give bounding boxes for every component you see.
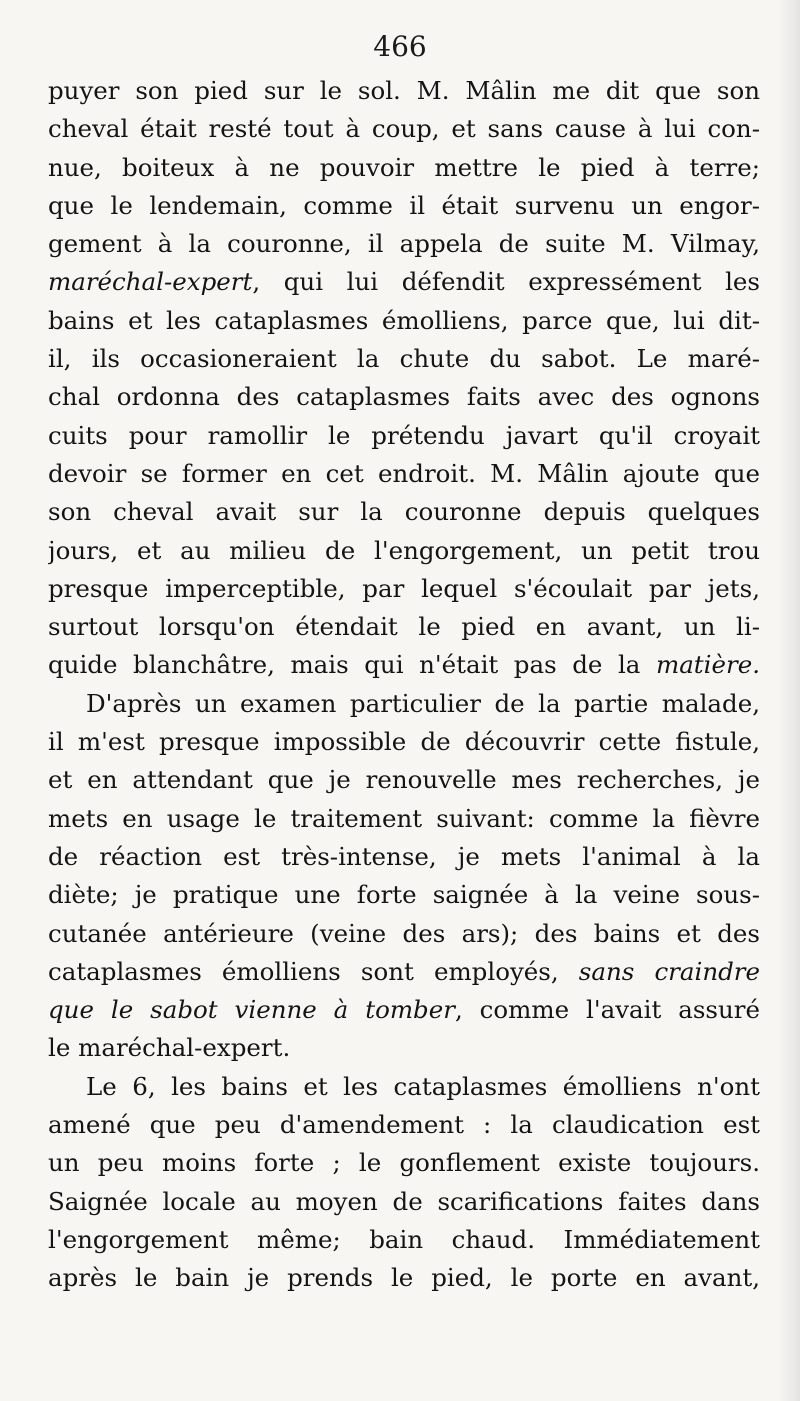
text-line: l'engorgement même; bain chaud. Immédiatement: [48, 1224, 760, 1254]
page-number: 466: [373, 30, 427, 63]
text-line: que le lendemain, comme il était survenu un engor-: [48, 190, 760, 220]
text-line: après le bain je prends le pied, le porte en avant,: [48, 1263, 760, 1293]
text-line: cheval était resté tout à coup, et sans cause à lui con-: [48, 114, 760, 144]
paragraph-start-line: Le 6, les bains et les cataplasmes émolliens n'ont: [86, 1071, 760, 1101]
text-line: cuits pour ramollir le prétendu javart qu'il croyait: [48, 420, 760, 450]
text-line: que le sabot vienne à tomber, comme l'avait assuré: [48, 995, 760, 1025]
text-line: gement à la couronne, il appela de suite M. Vilmay,: [48, 229, 760, 259]
text-line: puyer son pied sur le sol. M. Mâlin me dit que son: [48, 76, 760, 105]
text-line: maréchal-expert, qui lui défendit expressément les: [48, 267, 760, 297]
text-line: devoir se former en cet endroit. M. Mâlin ajoute que: [48, 458, 760, 488]
text-line: diète; je pratique une forte saignée à la veine sous-: [48, 880, 760, 910]
italic-text: maréchal-expert: [48, 267, 253, 297]
text-line: presque imperceptible, par lequel s'écoulait par jets,: [48, 573, 760, 603]
text-line: chal ordonna des cataplasmes faits avec des ognons: [48, 382, 760, 412]
body-text: [48, 72, 760, 1298]
paragraph-end-line: le maréchal-expert.: [48, 1033, 291, 1063]
text-line: Saignée locale au moyen de scarifications faites dans: [48, 1186, 760, 1216]
text-line: de réaction est très-intense, je mets l'animal à la: [48, 841, 760, 871]
text-line: nue, boiteux à ne pouvoir mettre le pied à terre;: [48, 152, 760, 182]
text-line: quide blanchâtre, mais qui n'était pas de la matière.: [48, 650, 760, 680]
text-line: cataplasmes émolliens sont employés, sans craindre: [48, 956, 760, 986]
text-line: surtout lorsqu'on étendait le pied en avant, un li-: [48, 612, 760, 642]
italic-text: matière.: [655, 650, 760, 680]
text-line: et en attendant que je renouvelle mes recherches, je: [48, 765, 760, 795]
text-line: son cheval avait sur la couronne depuis quelques: [48, 497, 760, 527]
text-line: il m'est presque impossible de découvrir cette fistule,: [48, 727, 760, 757]
italic-text: que le sabot vienne à tomber: [48, 995, 455, 1025]
text-line: amené que peu d'amendement : la claudication est: [48, 1110, 760, 1140]
text-line: il, ils occasioneraient la chute du sabot. Le maré-: [48, 344, 760, 374]
page-edge-shadow: [778, 0, 800, 1401]
italic-text: sans craindre: [578, 956, 760, 986]
text-line: mets en usage le traitement suivant: comme la fièvre: [48, 803, 760, 833]
text-line: un peu moins forte ; le gonflement existe toujours.: [48, 1148, 760, 1178]
text-line: cutanée antérieure (veine des ars); des bains et des: [48, 918, 760, 948]
text-line: jours, et au milieu de l'engorgement, un petit trou: [48, 535, 760, 565]
paragraph-start-line: D'après un examen particulier de la partie malade,: [86, 688, 760, 718]
text-line: bains et les cataplasmes émolliens, parce que, lui dit-: [48, 305, 760, 335]
